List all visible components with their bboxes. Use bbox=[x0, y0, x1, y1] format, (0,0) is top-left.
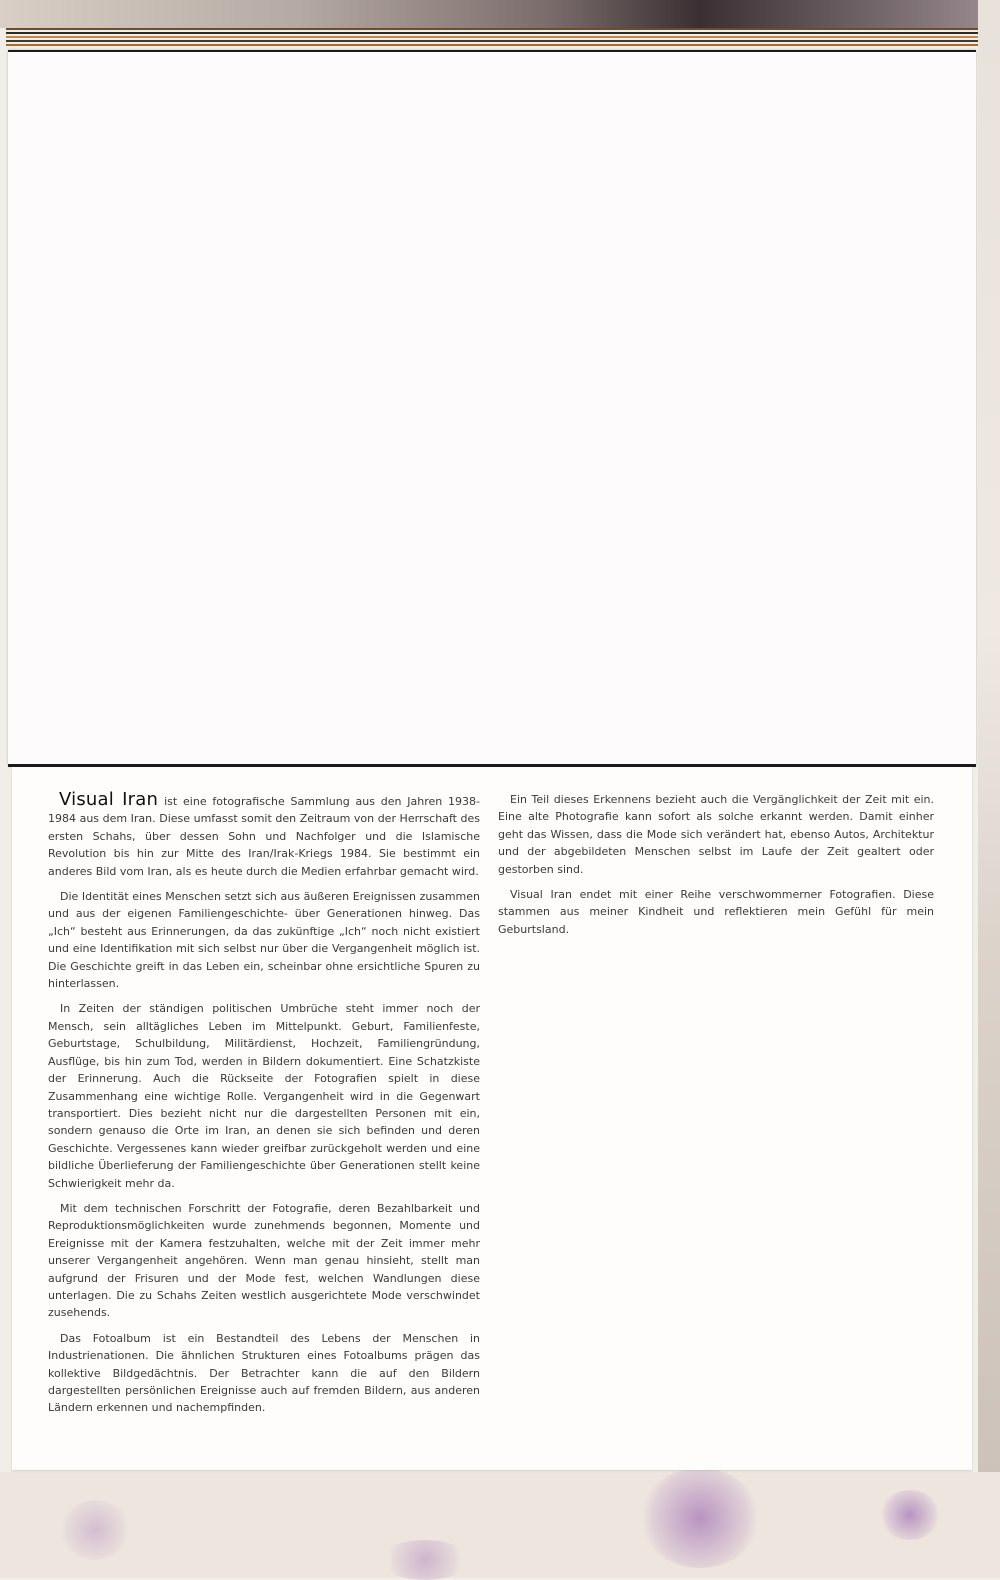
paragraph bbox=[48, 791, 480, 880]
paragraph: Das Fotoalbum ist ein Bestandteil des Lebens der Menschen in Industrienationen. Die ähnlichen Strukturen eines Fotoalbums prägen das kollektive Bildgedächtnis. Der Betrachter kann die auf den Bildern dargestellten persönlichen Ereignisse auch auf fremden Bildern, aus anderen Ländern erkennen und nachempfinden. bbox=[48, 1331, 480, 1415]
paragraph-text: ist eine fotografische Sammlung aus den Jahren 1938-1984 aus dem Iran. Diese umfasst somit den Zeitraum von der Herrschaft des ersten Schahs, über dessen Sohn und Nachfolger und die Islamische Revolution bis hin zur Mitte des Iran/Irak-Kriegs 1984. Sie bestimmt ein anderes Bild vom Iran, als es heute durch die Medien erfahrbar gemacht wird. bbox=[48, 795, 481, 878]
right-text-column bbox=[498, 791, 934, 946]
background-top-edge bbox=[0, 0, 1000, 28]
paragraph: Visual Iran endet mit einer Reihe verschwommerner Fotografien. Diese stammen aus meiner Kindheit und reflektieren mein Gefühl für mein Geburtsland. bbox=[498, 888, 934, 936]
page-stack-edge bbox=[6, 36, 978, 38]
page-stack-edge bbox=[6, 28, 978, 30]
paragraph: Mit dem technischen Forschritt der Fotografie, deren Bezahlbarkeit und Reproduktionsmöglichkeiten wurde zunehmends begonnen, Momente und Ereignisse mit der Kamera festzuhalten, welche mit der Zeit immer mehr unserer Vergangenheit angehören. Wenn man genau hinsieht, stellt man aufgrund der Frisuren und der Mode fest, welchen Wandlungen diese unterlagen. Die zu Schahs Zeiten westlich ausgerichtete Mode verschwindet zusehends. bbox=[48, 1201, 480, 1320]
paragraph: Ein Teil dieses Erkennens bezieht auch die Vergänglichkeit der Zeit mit ein. Eine alte Photografie kann sofort als solche erkannt werden. Damit einher geht das Wissen, dass die Mode sich verändert hat, ebenso Autos, Architektur und der abgebildeten Menschen selbst im Laufe der Zeit gealtert oder gestorben sind. bbox=[498, 793, 934, 876]
page-stack-edge bbox=[6, 32, 978, 34]
ink-blot-decoration bbox=[880, 1490, 940, 1540]
background-bottom-edge bbox=[0, 1472, 1000, 1578]
document-title: Visual Iran bbox=[59, 789, 159, 810]
ink-blot-decoration bbox=[640, 1468, 760, 1568]
ink-blot-decoration bbox=[60, 1500, 130, 1560]
paragraph: In Zeiten der ständigen politischen Umbrüche steht immer noch der Mensch, sein alltägliches Leben im Mittelpunkt. Geburt, Familienfeste, Geburtstage, Schulbildung, Militärdienst, Hochzeit, Familiengründung, Ausflüge, bis hin zum Tod, werden in Bildern dokumentiert. Eine Schatzkiste der Erinnerung. Auch die Rückseite der Fotografien spielt in diese Zusammenhang eine wichtige Rolle. Vergangenheit wird in die Gegenwart transportiert. Dies bezieht nicht nur die dargestellten Personen mit ein, sondern genauso die Orte im Iran, an denen sie sich befinden und deren Geschichte. Vergessenes kann wieder greifbar zurückgeholt werden und eine bildliche Überlieferung der Familiengeschichte über Generationen stellt keine Schwierigkeit mehr da. bbox=[48, 1002, 480, 1190]
page-stack-edge bbox=[6, 40, 978, 42]
page-stack-edge bbox=[6, 44, 978, 46]
paragraph: Die Identität eines Menschen setzt sich aus äußeren Ereignissen zusammen und aus der eigenen Familiengeschichte- über Generationen hinweg. Das „Ich“ besteht aus Erinnerungen, da das zukünftige „Ich“ noch nicht existiert und eine Identifikation mit sich selbst nur über die Vergangenheit möglich ist. Die Geschichte greift in das Leben ein, scheinbar ohne ersichtliche Spuren zu hinterlassen. bbox=[48, 890, 480, 991]
ink-blot-decoration bbox=[380, 1540, 470, 1580]
background-right-edge bbox=[978, 0, 1000, 1578]
left-text-column bbox=[48, 791, 480, 1425]
blank-photo-page bbox=[8, 50, 976, 766]
text-page bbox=[12, 767, 972, 1470]
